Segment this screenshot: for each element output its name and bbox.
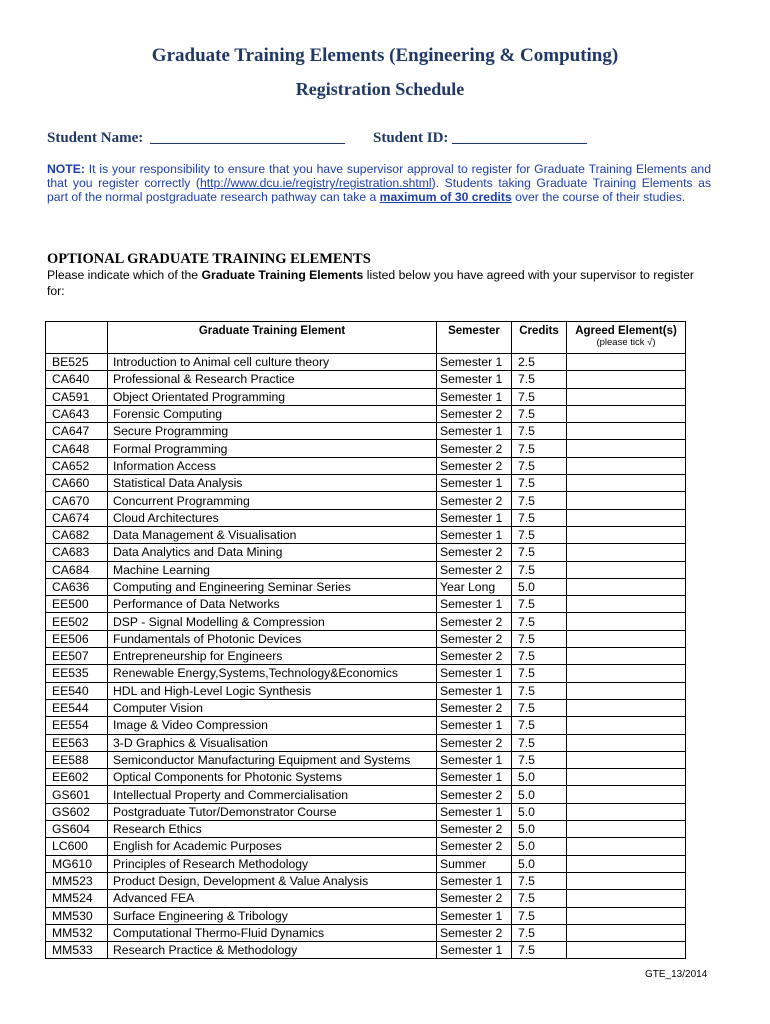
element-code: CA660: [46, 475, 108, 492]
element-semester: Semester 1: [437, 526, 512, 543]
agreed-tick-cell[interactable]: [567, 492, 686, 509]
element-semester: Semester 2: [437, 890, 512, 907]
max-credits-text: maximum of 30 credits: [379, 190, 512, 204]
table-row: [46, 578, 686, 595]
element-code: MM533: [46, 942, 108, 959]
element-code: CA670: [46, 492, 108, 509]
table-row: [46, 544, 686, 561]
element-credits: 7.5: [512, 924, 567, 941]
element-code: EE506: [46, 630, 108, 647]
header-semester: Semester: [437, 322, 512, 354]
element-name: Computer Vision: [108, 699, 437, 716]
table-row: [46, 440, 686, 457]
element-credits: 7.5: [512, 717, 567, 734]
header-credits: Credits: [512, 322, 567, 354]
agreed-tick-cell[interactable]: [567, 734, 686, 751]
element-name: Professional & Research Practice: [108, 371, 437, 388]
table-row: [46, 942, 686, 959]
agreed-tick-cell[interactable]: [567, 907, 686, 924]
element-semester: Semester 1: [437, 423, 512, 440]
agreed-tick-cell[interactable]: [567, 457, 686, 474]
training-elements-table: [45, 321, 686, 959]
element-credits: 5.0: [512, 821, 567, 838]
element-credits: 7.5: [512, 492, 567, 509]
element-code: CA648: [46, 440, 108, 457]
agreed-tick-cell[interactable]: [567, 872, 686, 889]
element-code: EE540: [46, 682, 108, 699]
header-agreed-sub: (please tick √): [596, 337, 656, 348]
table-row: [46, 596, 686, 613]
element-credits: 7.5: [512, 613, 567, 630]
element-semester: Semester 2: [437, 821, 512, 838]
element-semester: Semester 1: [437, 596, 512, 613]
element-semester: Semester 2: [437, 544, 512, 561]
registration-link[interactable]: http://www.dcu.ie/registry/registration.shtml: [200, 176, 432, 190]
element-semester: Year Long: [437, 578, 512, 595]
element-name: Optical Components for Photonic Systems: [108, 769, 437, 786]
student-name-field[interactable]: __________________________: [150, 130, 345, 146]
element-semester: Semester 1: [437, 371, 512, 388]
note-text-2: ). Students taking Graduate Training Elements as part of the normal postgraduate research pathway can take a: [47, 176, 711, 204]
element-semester: Semester 1: [437, 769, 512, 786]
table-row: [46, 405, 686, 422]
header-agreed: [567, 322, 686, 354]
table-row: [46, 786, 686, 803]
form-code: GTE_13/2014: [645, 969, 708, 980]
element-name: Advanced FEA: [108, 890, 437, 907]
table-row: [46, 630, 686, 647]
element-semester: Semester 2: [437, 440, 512, 457]
element-credits: 7.5: [512, 561, 567, 578]
element-code: GS604: [46, 821, 108, 838]
agreed-tick-cell[interactable]: [567, 751, 686, 768]
element-name: Product Design, Development & Value Analysis: [108, 872, 437, 889]
element-semester: Semester 2: [437, 838, 512, 855]
element-semester: Semester 2: [437, 924, 512, 941]
note-text-3: over the course of their studies.: [511, 190, 686, 204]
element-semester: Semester 1: [437, 907, 512, 924]
element-name: Principles of Research Methodology: [108, 855, 437, 872]
table-row: [46, 388, 686, 405]
section-intro: [47, 267, 711, 299]
element-semester: Semester 2: [437, 786, 512, 803]
element-name: Statistical Data Analysis: [108, 475, 437, 492]
header-element: Graduate Training Element: [108, 322, 437, 354]
element-semester: Semester 2: [437, 457, 512, 474]
agreed-tick-cell[interactable]: [567, 388, 686, 405]
element-credits: 7.5: [512, 457, 567, 474]
element-code: CA682: [46, 526, 108, 543]
element-semester: Semester 1: [437, 751, 512, 768]
agreed-tick-cell[interactable]: [567, 924, 686, 941]
element-credits: 7.5: [512, 475, 567, 492]
element-name: Image & Video Compression: [108, 717, 437, 734]
agreed-tick-cell[interactable]: [567, 838, 686, 855]
element-code: GS601: [46, 786, 108, 803]
element-code: GS602: [46, 803, 108, 820]
element-credits: 5.0: [512, 803, 567, 820]
element-name: Research Practice & Methodology: [108, 942, 437, 959]
element-credits: 7.5: [512, 544, 567, 561]
element-code: EE544: [46, 699, 108, 716]
element-semester: Semester 2: [437, 561, 512, 578]
element-name: Postgraduate Tutor/Demonstrator Course: [108, 803, 437, 820]
table-row: [46, 699, 686, 716]
element-semester: Semester 2: [437, 648, 512, 665]
agreed-tick-cell[interactable]: [567, 821, 686, 838]
table-row: [46, 371, 686, 388]
table-row: [46, 872, 686, 889]
page-subtitle: Registration Schedule: [295, 79, 465, 99]
agreed-tick-cell[interactable]: [567, 717, 686, 734]
page-title: Graduate Training Elements (Engineering & Computing): [151, 45, 619, 66]
table-row: [46, 751, 686, 768]
table-row: [46, 457, 686, 474]
element-name: Computing and Engineering Seminar Series: [108, 578, 437, 595]
element-semester: Semester 2: [437, 405, 512, 422]
element-name: Forensic Computing: [108, 405, 437, 422]
element-code: EE588: [46, 751, 108, 768]
agreed-tick-cell[interactable]: [567, 769, 686, 786]
header-code-cell: [46, 322, 108, 354]
table-row: [46, 475, 686, 492]
element-code: CA636: [46, 578, 108, 595]
agreed-tick-cell[interactable]: [567, 613, 686, 630]
element-name: Secure Programming: [108, 423, 437, 440]
note-paragraph: [47, 162, 711, 204]
table-row: [46, 734, 686, 751]
table-row: [46, 509, 686, 526]
element-name: Entrepreneurship for Engineers: [108, 648, 437, 665]
table-row: [46, 890, 686, 907]
agreed-tick-cell[interactable]: [567, 405, 686, 422]
agreed-tick-cell[interactable]: [567, 786, 686, 803]
element-credits: 7.5: [512, 405, 567, 422]
table-row: [46, 907, 686, 924]
table-row: [46, 821, 686, 838]
element-credits: 7.5: [512, 630, 567, 647]
element-name: Research Ethics: [108, 821, 437, 838]
element-credits: 7.5: [512, 751, 567, 768]
element-name: Data Analytics and Data Mining: [108, 544, 437, 561]
element-code: CA643: [46, 405, 108, 422]
element-credits: 5.0: [512, 786, 567, 803]
table-row: [46, 423, 686, 440]
element-code: CA652: [46, 457, 108, 474]
agreed-tick-cell[interactable]: [567, 509, 686, 526]
element-name: Renewable Energy,Systems,Technology&Economics: [108, 665, 437, 682]
table-row: [46, 682, 686, 699]
element-semester: Semester 2: [437, 630, 512, 647]
agreed-tick-cell[interactable]: [567, 561, 686, 578]
element-credits: 7.5: [512, 699, 567, 716]
element-semester: Semester 1: [437, 388, 512, 405]
table-row: [46, 613, 686, 630]
element-code: EE507: [46, 648, 108, 665]
element-name: Formal Programming: [108, 440, 437, 457]
element-credits: 7.5: [512, 596, 567, 613]
agreed-tick-cell[interactable]: [567, 682, 686, 699]
intro-text-1: Please indicate which of the: [47, 268, 202, 282]
element-semester: Semester 2: [437, 734, 512, 751]
element-code: EE502: [46, 613, 108, 630]
element-code: EE554: [46, 717, 108, 734]
element-credits: 5.0: [512, 769, 567, 786]
table-row: [46, 492, 686, 509]
element-credits: 7.5: [512, 509, 567, 526]
student-id-label: Student ID:: [373, 130, 449, 146]
header-agreed-label: Agreed Element(s): [575, 325, 677, 337]
table-row: [46, 665, 686, 682]
element-credits: 7.5: [512, 890, 567, 907]
agreed-tick-cell[interactable]: [567, 630, 686, 647]
element-name: Surface Engineering & Tribology: [108, 907, 437, 924]
element-name: 3-D Graphics & Visualisation: [108, 734, 437, 751]
element-name: Information Access: [108, 457, 437, 474]
element-code: CA683: [46, 544, 108, 561]
student-id-field[interactable]: __________________: [452, 130, 587, 146]
agreed-tick-cell[interactable]: [567, 699, 686, 716]
table-row: [46, 769, 686, 786]
element-code: MM530: [46, 907, 108, 924]
element-code: CA591: [46, 388, 108, 405]
agreed-tick-cell[interactable]: [567, 526, 686, 543]
element-name: Fundamentals of Photonic Devices: [108, 630, 437, 647]
element-code: MG610: [46, 855, 108, 872]
note-label: NOTE:: [47, 162, 85, 176]
element-code: EE535: [46, 665, 108, 682]
element-name: HDL and High-Level Logic Synthesis: [108, 682, 437, 699]
element-credits: 5.0: [512, 855, 567, 872]
intro-bold: Graduate Training Elements: [201, 268, 364, 282]
element-code: EE500: [46, 596, 108, 613]
element-semester: Semester 1: [437, 682, 512, 699]
note-text-1: It is your responsibility to ensure that you have supervisor approval to register for Graduate Training Elements and that you register correctly (: [47, 162, 711, 190]
element-code: MM532: [46, 924, 108, 941]
element-code: CA674: [46, 509, 108, 526]
element-name: Intellectual Property and Commercialisation: [108, 786, 437, 803]
agreed-tick-cell[interactable]: [567, 475, 686, 492]
element-credits: 5.0: [512, 838, 567, 855]
element-code: LC600: [46, 838, 108, 855]
element-semester: Semester 2: [437, 492, 512, 509]
agreed-tick-cell[interactable]: [567, 648, 686, 665]
element-semester: Semester 1: [437, 717, 512, 734]
element-code: BE525: [46, 354, 108, 371]
agreed-tick-cell[interactable]: [567, 665, 686, 682]
table-row: [46, 855, 686, 872]
element-code: MM523: [46, 872, 108, 889]
element-credits: 7.5: [512, 665, 567, 682]
element-name: Machine Learning: [108, 561, 437, 578]
element-semester: Semester 2: [437, 699, 512, 716]
table-row: [46, 717, 686, 734]
table-header-row: [46, 322, 686, 354]
element-name: Concurrent Programming: [108, 492, 437, 509]
element-semester: Semester 1: [437, 942, 512, 959]
element-name: Data Management & Visualisation: [108, 526, 437, 543]
element-credits: 2.5: [512, 354, 567, 371]
element-credits: 7.5: [512, 423, 567, 440]
element-code: EE563: [46, 734, 108, 751]
table-row: [46, 648, 686, 665]
element-semester: Semester 1: [437, 354, 512, 371]
element-semester: Semester 1: [437, 509, 512, 526]
table-row: [46, 561, 686, 578]
element-name: DSP - Signal Modelling & Compression: [108, 613, 437, 630]
element-code: CA647: [46, 423, 108, 440]
table-row: [46, 838, 686, 855]
element-semester: Semester 1: [437, 665, 512, 682]
agreed-tick-cell[interactable]: [567, 890, 686, 907]
element-credits: 7.5: [512, 907, 567, 924]
student-name-label: Student Name:: [47, 130, 144, 146]
element-credits: 7.5: [512, 942, 567, 959]
element-name: English for Academic Purposes: [108, 838, 437, 855]
table-row: [46, 924, 686, 941]
element-credits: 7.5: [512, 734, 567, 751]
element-code: EE602: [46, 769, 108, 786]
element-semester: Summer: [437, 855, 512, 872]
element-credits: 7.5: [512, 388, 567, 405]
table-row: [46, 526, 686, 543]
element-semester: Semester 1: [437, 803, 512, 820]
element-credits: 7.5: [512, 526, 567, 543]
element-credits: 7.5: [512, 872, 567, 889]
element-name: Semiconductor Manufacturing Equipment and Systems: [108, 751, 437, 768]
agreed-tick-cell[interactable]: [567, 596, 686, 613]
table-row: [46, 803, 686, 820]
element-credits: 5.0: [512, 578, 567, 595]
element-name: Performance of Data Networks: [108, 596, 437, 613]
agreed-tick-cell[interactable]: [567, 371, 686, 388]
section-heading: OPTIONAL GRADUATE TRAINING ELEMENTS: [47, 251, 371, 267]
element-name: Introduction to Animal cell culture theory: [108, 354, 437, 371]
table-row: [46, 354, 686, 371]
element-code: MM524: [46, 890, 108, 907]
element-code: CA684: [46, 561, 108, 578]
element-credits: 7.5: [512, 371, 567, 388]
agreed-tick-cell[interactable]: [567, 544, 686, 561]
agreed-tick-cell[interactable]: [567, 855, 686, 872]
agreed-tick-cell[interactable]: [567, 942, 686, 959]
element-semester: Semester 1: [437, 475, 512, 492]
element-credits: 7.5: [512, 682, 567, 699]
element-credits: 7.5: [512, 440, 567, 457]
element-code: CA640: [46, 371, 108, 388]
agreed-tick-cell[interactable]: [567, 354, 686, 371]
element-semester: Semester 2: [437, 613, 512, 630]
element-name: Object Orientated Programming: [108, 388, 437, 405]
agreed-tick-cell[interactable]: [567, 803, 686, 820]
element-semester: Semester 1: [437, 872, 512, 889]
element-name: Computational Thermo-Fluid Dynamics: [108, 924, 437, 941]
agreed-tick-cell[interactable]: [567, 578, 686, 595]
agreed-tick-cell[interactable]: [567, 423, 686, 440]
agreed-tick-cell[interactable]: [567, 440, 686, 457]
element-name: Cloud Architectures: [108, 509, 437, 526]
element-credits: 7.5: [512, 648, 567, 665]
intro-text-2: listed below you have agreed with your supervisor to register for:: [47, 268, 694, 298]
